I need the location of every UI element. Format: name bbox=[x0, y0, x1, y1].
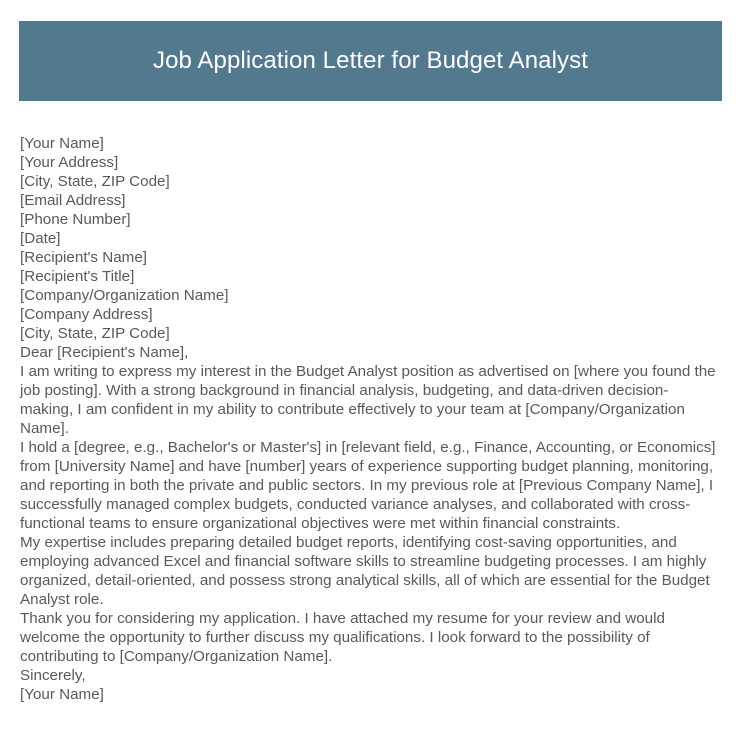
sender-line: [Email Address] bbox=[20, 192, 126, 209]
closing-line: Sincerely, bbox=[20, 667, 86, 684]
recipient-address-block bbox=[20, 248, 722, 343]
sender-line: [Your Address] bbox=[20, 154, 119, 171]
body-paragraph: I am writing to express my interest in the Budget Analyst position as advertised on [where you found the job posting]. With a strong background in financial analysis, budgeting, and data-driven decision-making, I am confident in my ability to contribute effectively to your team at [Company/Organization Name]. bbox=[20, 363, 716, 437]
recipient-line: [City, State, ZIP Code] bbox=[20, 325, 170, 342]
recipient-line: [Recipient's Name] bbox=[20, 249, 147, 266]
body-paragraph: I hold a [degree, e.g., Bachelor's or Master's] in [relevant field, e.g., Finance, Accounting, or Economics] from [University Name] and have [number] years of experience supporting budget planning, monitoring, and reporting in both the private and public sectors. In my previous role at [Previous Company Name], I successfully managed complex budgets, conducted variance analyses, and collaborated with cross-functional teams to ensure organizational objectives were met within financial constraints. bbox=[20, 439, 716, 532]
letter-content bbox=[20, 134, 722, 704]
recipient-line: [Recipient's Title] bbox=[20, 268, 135, 285]
body-paragraph: Thank you for considering my application. I have attached my resume for your review and would welcome the opportunity to further discuss my qualifications. I look forward to the possibility of contributing to [Company/Organization Name]. bbox=[20, 610, 665, 665]
page-title: Job Application Letter for Budget Analyst bbox=[152, 47, 589, 74]
recipient-line: [Company Address] bbox=[20, 306, 153, 323]
recipient-line: [Company/Organization Name] bbox=[20, 287, 229, 304]
signature-line: [Your Name] bbox=[20, 686, 104, 703]
sender-line: [Phone Number] bbox=[20, 211, 131, 228]
sender-line: [Your Name] bbox=[20, 135, 104, 152]
salutation: Dear [Recipient's Name], bbox=[20, 344, 189, 361]
body-paragraph: My expertise includes preparing detailed budget reports, identifying cost-saving opportunities, and employing advanced Excel and financial software skills to streamline budgeting processes. I am highly organized, detail-oriented, and possess strong analytical skills, all of which are essential for the Budget Analyst role. bbox=[20, 534, 710, 608]
sender-line: [City, State, ZIP Code] bbox=[20, 173, 170, 190]
sender-line: [Date] bbox=[20, 230, 61, 247]
document-header-banner bbox=[19, 21, 722, 101]
sender-address-block bbox=[20, 134, 722, 248]
